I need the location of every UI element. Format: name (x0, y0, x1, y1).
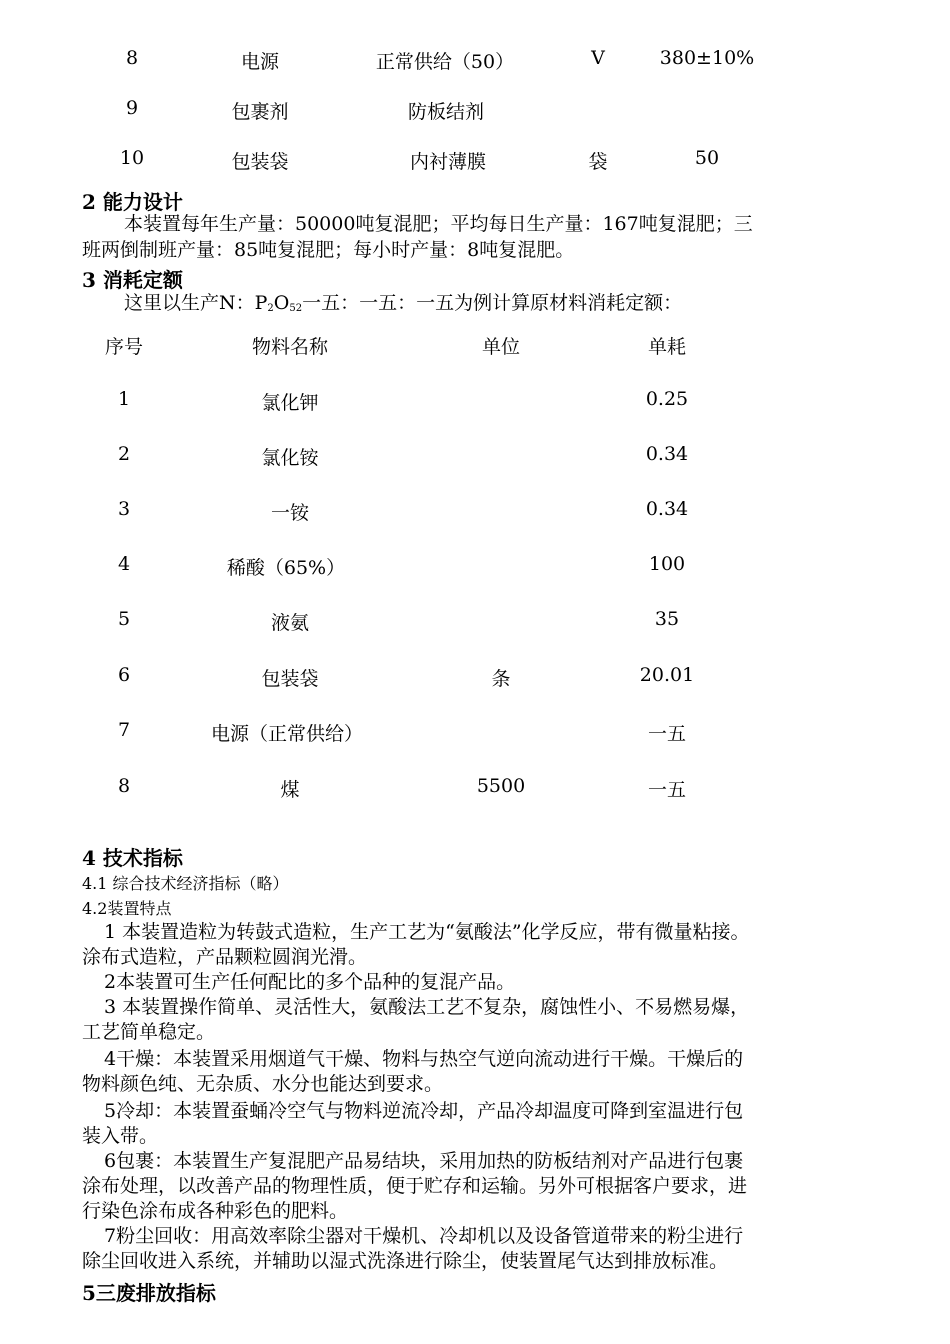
feature-line: 装入带。 (82, 1125, 159, 1147)
table-header: 物料名称 (251, 336, 329, 358)
section-3-heading: 3 消耗定额 (82, 268, 183, 292)
table-cell-no: 2 (117, 443, 131, 465)
feature-line: 行染色涂布成各种彩色的肥料。 (82, 1200, 349, 1222)
table-cell-consumption: 20.01 (639, 664, 695, 686)
feature-line: 3 本装置操作简单、灵活性大，氨酸法工艺不复杂，腐蚀性小、不易燃易爆， (104, 996, 750, 1018)
table-header: 单耗 (647, 336, 687, 358)
table-cell-no: 5 (117, 608, 131, 630)
table-cell-no: 7 (117, 719, 131, 741)
table-cell-no: 8 (117, 775, 131, 797)
feature-line: 6包裹：本装置生产复混肥产品易结块，采用加热的防板结剂对产品进行包裹 (104, 1150, 744, 1172)
section-2-line: 本装置每年生产量：50000吨复混肥；平均每日生产量：167吨复混肥；三 (124, 213, 753, 235)
section-2-heading: 2 能力设计 (82, 190, 183, 214)
table-cell-consumption: 0.34 (645, 498, 689, 520)
table-cell-name: 一铵 (270, 502, 310, 524)
table-cell-name: 氯化钾 (261, 392, 319, 414)
top-row-no: 9 (125, 97, 139, 119)
table-cell-name: 液氨 (270, 612, 310, 634)
top-row-name: 包装袋 (231, 151, 289, 173)
top-row-spec: 防板结剂 (407, 101, 485, 123)
top-row-value: 50 (694, 147, 720, 169)
top-row-value: 380±10% (659, 47, 755, 69)
section-5-heading: 5三废排放指标 (82, 1281, 216, 1305)
table-cell-name: 氯化铵 (261, 447, 319, 469)
feature-line: 4干燥：本装置采用烟道气干燥、物料与热空气逆向流动进行干燥。干燥后的 (104, 1048, 744, 1070)
table-cell-consumption: 35 (654, 608, 680, 630)
top-row-spec: 内衬薄膜 (409, 151, 487, 173)
table-header: 单位 (481, 336, 521, 358)
feature-line: 涂布处理，以改善产品的物理性质，便于贮存和运输。另外可根据客户要求，进 (82, 1175, 748, 1197)
intro-suffix: 一五：一五：一五为例计算原材料消耗定额： (302, 292, 683, 314)
table-cell-unit: 5500 (476, 775, 526, 797)
feature-line: 除尘回收进入系统，并辅助以湿式洗涤进行除尘，使装置尾气达到排放标准。 (82, 1250, 729, 1272)
intro-subscript: 52 (289, 303, 303, 314)
section-2-line: 班两倒制班产量：85吨复混肥；每小时产量：8吨复混肥。 (82, 239, 575, 261)
section-4-heading: 4 技术指标 (82, 846, 183, 870)
section-3-intro (124, 290, 682, 322)
table-cell-consumption: 一五 (647, 723, 687, 745)
table-cell-name: 煤 (280, 779, 300, 801)
table-cell-name: 稀酸（65%） (226, 557, 346, 579)
table-cell-consumption: 0.25 (645, 388, 689, 410)
feature-line: 工艺简单稳定。 (82, 1021, 216, 1043)
section-4-1: 4.1 综合技术经济指标（略） (82, 874, 289, 893)
table-cell-name: 电源（正常供给） (210, 723, 364, 745)
table-header: 序号 (104, 336, 144, 358)
intro-subscript: 2 (267, 303, 274, 314)
section-4-2: 4.2装置特点 (82, 899, 172, 918)
top-row-unit: V (591, 47, 605, 69)
top-row-unit: 袋 (588, 151, 608, 173)
feature-line: 1 本装置造粒为转鼓式造粒，生产工艺为“氨酸法”化学反应，带有微量粘接。 (104, 921, 750, 943)
table-cell-consumption: 一五 (647, 779, 687, 801)
feature-line: 物料颜色纯、无杂质、水分也能达到要求。 (82, 1073, 444, 1095)
table-cell-name: 包装袋 (261, 668, 319, 690)
table-cell-consumption: 0.34 (645, 443, 689, 465)
intro-prefix: 这里以生产N：P (124, 292, 268, 314)
top-row-name: 包裹剂 (231, 101, 289, 123)
top-row-no: 8 (125, 47, 139, 69)
top-row-no: 10 (119, 147, 145, 169)
intro-mid: O (273, 292, 290, 314)
top-row-name: 电源 (240, 51, 280, 73)
feature-line: 5冷却：本装置蚕蛹冷空气与物料逆流冷却，产品冷却温度可降到室温进行包 (104, 1100, 744, 1122)
top-row-spec: 正常供给（50） (375, 51, 515, 73)
table-cell-unit: 条 (491, 668, 511, 690)
table-cell-no: 4 (117, 553, 131, 575)
table-cell-no: 3 (117, 498, 131, 520)
feature-line: 7粉尘回收：用高效率除尘器对干燥机、冷却机以及设备管道带来的粉尘进行 (104, 1225, 744, 1247)
feature-line: 涂布式造粒，产品颗粒圆润光滑。 (82, 946, 368, 968)
table-cell-no: 6 (117, 664, 131, 686)
table-cell-consumption: 100 (648, 553, 686, 575)
table-cell-no: 1 (117, 388, 131, 410)
feature-line: 2本装置可生产任何配比的多个品种的复混产品。 (104, 971, 516, 993)
